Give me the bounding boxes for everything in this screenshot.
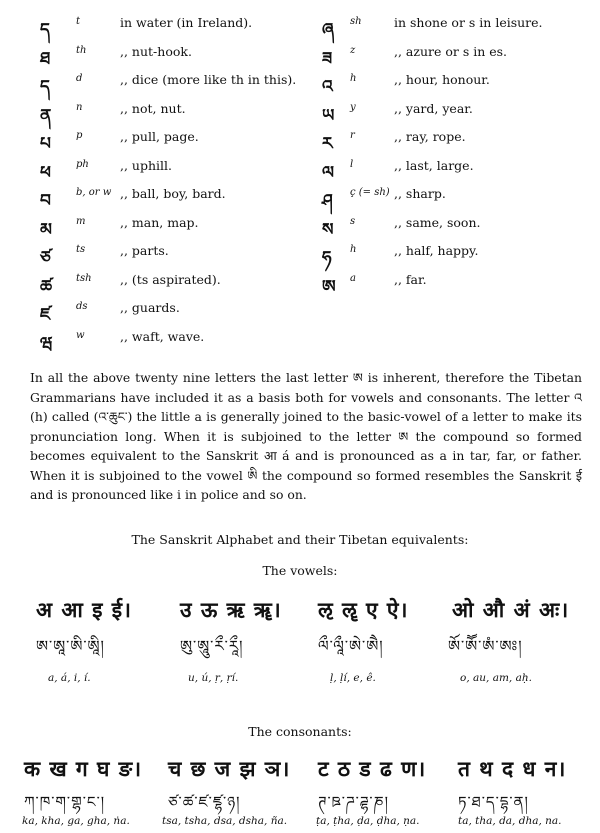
consonant-devanagari-group: ट ठ ड ढ ण।	[318, 756, 427, 781]
pronunciation-note: in water (in Ireland).	[120, 15, 253, 30]
tibetan-letter: ལ	[322, 162, 335, 183]
transliteration: sh	[350, 16, 362, 27]
tibetan-letter: ད	[40, 77, 50, 97]
consonants-title: The consonants:	[248, 724, 352, 739]
tibetan-letter: འ	[322, 77, 333, 97]
tibetan-letter: ད	[40, 20, 50, 40]
consonant-devanagari-group: त थ द ध न।	[458, 756, 567, 781]
pronunciation-note: ,, azure or s in es.	[394, 43, 508, 59]
consonant-latin-group: ta, tha, da, dha, na.	[458, 815, 562, 827]
tibetan-letter: ཐ	[40, 48, 51, 69]
pronunciation-note: ,, sharp.	[394, 186, 446, 201]
pronunciation-note: ,, not, nut.	[120, 100, 186, 116]
consonant-latin-group: ka, kha, ga, gha, ṅa.	[22, 815, 130, 827]
consonant-latin-group: tsa, tsha, dsa, dsha, ña.	[162, 815, 288, 827]
vowel-latin-group: a, á, i, í.	[48, 672, 91, 684]
pronunciation-note: ,, man, map.	[120, 214, 199, 230]
tibetan-letter: ཕ	[40, 162, 51, 183]
transliteration: b, or w	[76, 187, 112, 198]
pronunciation-note: ,, (ts aspirated).	[120, 271, 221, 287]
consonant-tibetan-group: ཊ་ཋ་ཌ་ཌྷ་ཎ།	[318, 793, 389, 811]
pronunciation-note: ,, yard, year.	[394, 100, 473, 116]
pronunciation-note: ,, far.	[394, 271, 427, 287]
transliteration: p	[76, 130, 83, 141]
transliteration: s	[350, 215, 356, 227]
transliteration: tsh	[76, 272, 92, 284]
transliteration: a	[350, 272, 356, 284]
vowels-title: The vowels:	[262, 563, 338, 578]
consonant-devanagari-group: क ख ग घ ङ।	[24, 756, 143, 781]
vowel-devanagari-group: उ ऊ ऋ ॠ।	[180, 597, 282, 622]
transliteration: h	[350, 73, 357, 84]
transliteration: t	[76, 16, 81, 27]
vowel-tibetan-group: ཨོ་ཨཽ་ཨཾ་ཨཿ།	[448, 637, 523, 655]
section-title: The Sanskrit Alphabet and their Tibetan equivalents:	[131, 532, 469, 547]
tibetan-letter: ཡ	[322, 105, 335, 126]
pronunciation-note: ,, nut-hook.	[120, 43, 192, 59]
consonant-devanagari-group: च छ ज झ ञ।	[168, 756, 291, 781]
tibetan-letter: ན	[40, 105, 52, 126]
consonant-tibetan-group: ཙ་ཚ་ཛ་ཛྷ་ཉ།	[168, 793, 241, 811]
transliteration: y	[350, 101, 356, 113]
vowel-tibetan-group: ཨ་ཨཱ་ཨི་ཨཱི།	[36, 637, 105, 655]
vowel-latin-group: o, au, am, aḥ.	[460, 672, 532, 684]
tibetan-letter: ཨ	[322, 276, 336, 297]
pronunciation-note: in shone or s in leisure.	[394, 15, 543, 30]
tibetan-letter: ཝ	[40, 333, 53, 354]
consonant-tibetan-group: ཀ་ཁ་ག་གྷ་ང་།	[24, 793, 106, 811]
tibetan-letter: ས	[322, 219, 334, 240]
transliteration: ts	[76, 244, 86, 255]
tibetan-letter: ཤ	[322, 191, 333, 211]
tibetan-letter: ཧ	[322, 248, 332, 268]
tibetan-letter: ར	[322, 134, 333, 154]
pronunciation-note: ,, half, happy.	[394, 243, 479, 258]
transliteration: ç (= sh)	[350, 187, 390, 198]
transliteration: n	[76, 101, 83, 113]
tibetan-letter: ཛ	[40, 305, 51, 325]
transliteration: m	[76, 215, 86, 227]
pronunciation-note: ,, waft, wave.	[120, 328, 205, 344]
vowel-tibetan-group: ལྀ་ལཱྀ་ཨེ་ཨཻ།	[318, 637, 384, 655]
transliteration: w	[76, 329, 85, 341]
vowel-devanagari-group: ऌ ॡ ए ऐ।	[318, 597, 409, 622]
tibetan-letter: མ	[40, 219, 52, 240]
tibetan-letter: ཞ	[322, 20, 334, 40]
pronunciation-note: ,, same, soon.	[394, 214, 481, 230]
pronunciation-note: ,, last, large.	[394, 157, 474, 173]
transliteration: th	[76, 44, 87, 56]
tibetan-letter: པ	[40, 134, 51, 154]
consonant-latin-group: ṭa, ṭha, ḍa, ḍha, ṇa.	[316, 815, 420, 827]
tibetan-letter: ཚ	[40, 276, 53, 297]
vowel-devanagari-group: अ आ इ ई।	[36, 597, 133, 622]
transliteration: h	[350, 244, 357, 255]
pronunciation-note: ,, parts.	[120, 243, 169, 258]
pronunciation-note: ,, hour, honour.	[394, 72, 490, 87]
pronunciation-note: ,, guards.	[120, 300, 180, 315]
transliteration: z	[350, 44, 356, 56]
transliteration: l	[350, 158, 354, 170]
transliteration: ds	[76, 301, 88, 312]
transliteration: d	[76, 73, 83, 84]
tibetan-letter: ཟ	[322, 48, 333, 69]
pronunciation-note: ,, pull, page.	[120, 129, 199, 144]
tibetan-letter: བ	[40, 191, 51, 211]
transliteration: r	[350, 130, 355, 141]
vowel-tibetan-group: ཨུ་ཨཱུ་རྀ་རཱྀ།	[180, 637, 244, 655]
vowel-latin-group: u, ú, ṛ, ṛí.	[188, 672, 239, 684]
pronunciation-note: ,, ball, boy, bard.	[120, 186, 226, 201]
pronunciation-note: ,, dice (more like th in this).	[120, 72, 297, 87]
vowel-latin-group: ḷ, ḷí, e, ê.	[330, 672, 376, 684]
consonant-tibetan-group: ཏ་ཐ་ད་དྷ་ན།	[458, 793, 529, 811]
vowel-devanagari-group: ओ औ अं अः।	[452, 597, 570, 622]
pronunciation-note: ,, uphill.	[120, 157, 172, 173]
tibetan-letter: ཙ	[40, 248, 51, 268]
explanation-paragraph: In all the above twenty nine letters the last letter ཨ is inherent, therefore the Tibetan Grammarians have included it as a basis both for vowels and consonants. The letter འ (h) called (འ་ཆུང་) the little a is generally joined to the basic-vowel of a letter to make its pronunciation long. When it is subjoined to the letter ཨ the compound so formed becomes equivalent to the Sanskrit आ á and is pronounced as a in tar, far, or father. When it is subjoined to the vowel ཨི the compound so formed resembles the Sanskrit ई and is pronounced like i in police and so on.	[30, 370, 582, 502]
transliteration: ph	[76, 158, 89, 170]
pronunciation-note: ,, ray, rope.	[394, 129, 466, 144]
